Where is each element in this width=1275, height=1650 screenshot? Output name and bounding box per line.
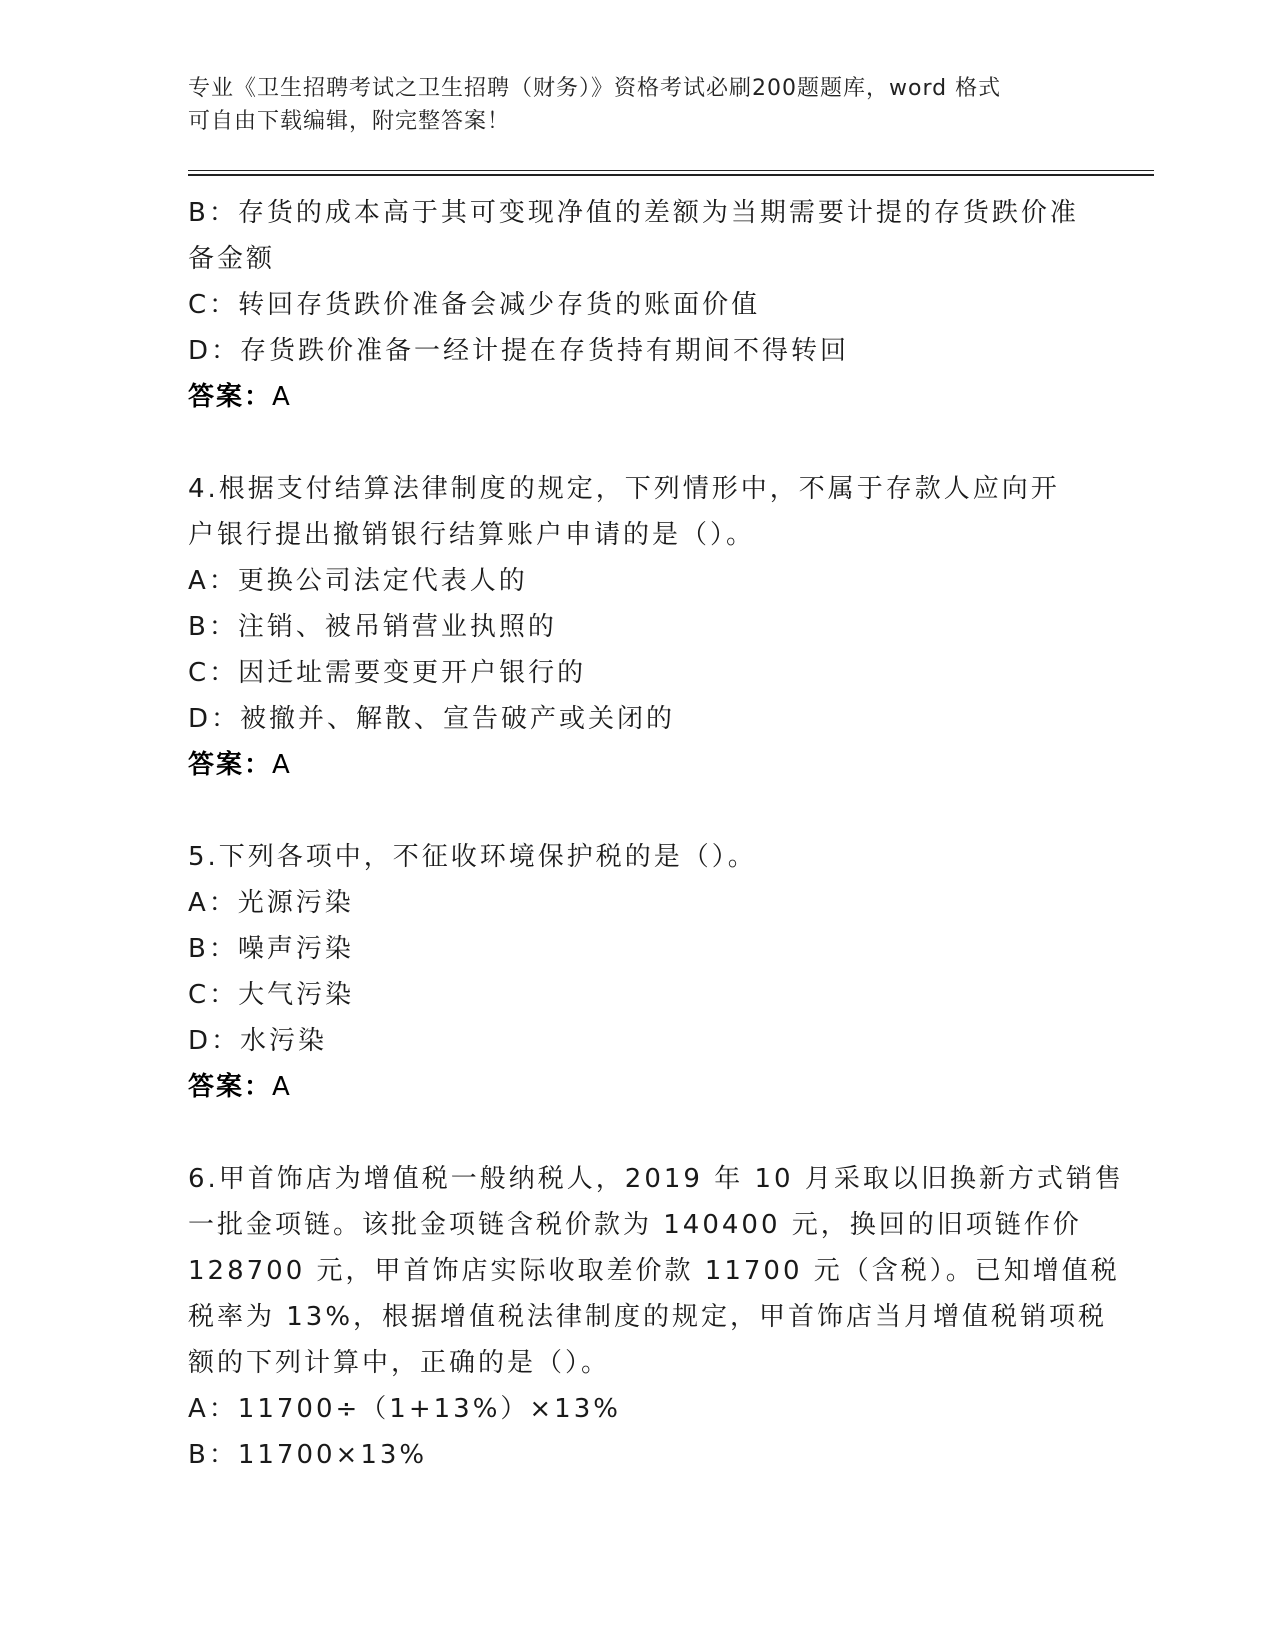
option-b: B：11700×13%	[188, 1440, 428, 1470]
question-5	[188, 834, 1088, 1110]
question-stem-line-1: 4.根据支付结算法律制度的规定，下列情形中，不属于存款人应向开	[188, 474, 1060, 504]
question-4	[188, 466, 1088, 788]
option-a: A：更换公司法定代表人的	[188, 566, 528, 596]
option-b-line-2: 备金额	[188, 244, 276, 274]
answer-label: 答案：	[188, 1072, 273, 1102]
question-stem: 5.下列各项中，不征收环境保护税的是（）。	[188, 842, 757, 872]
answer-line	[188, 1064, 1088, 1110]
question-3-tail	[188, 190, 1088, 420]
answer-value: A	[272, 750, 292, 780]
answer-line	[188, 742, 1088, 788]
question-6	[188, 1156, 1124, 1478]
answer-value: A	[272, 382, 292, 412]
option-a: A：光源污染	[188, 888, 354, 918]
option-c: C：因迁址需要变更开户银行的	[188, 658, 587, 688]
answer-line	[188, 374, 1088, 420]
question-stem-line-3: 128700 元，甲首饰店实际收取差价款 11700 元（含税）。已知增值税	[188, 1256, 1120, 1286]
document-header	[188, 72, 1088, 138]
question-stem-line-4: 税率为 13%，根据增值税法律制度的规定，甲首饰店当月增值税销项税	[188, 1302, 1108, 1332]
header-title-line-1: 专业《卫生招聘考试之卫生招聘（财务）》资格考试必刷200题题库，word 格式	[188, 76, 1002, 101]
option-d: D：被撤并、解散、宣告破产或关闭的	[188, 704, 676, 734]
option-b: B：注销、被吊销营业执照的	[188, 612, 557, 642]
option-c: C：转回存货跌价准备会减少存货的账面价值	[188, 290, 761, 320]
option-b-line-1: B：存货的成本高于其可变现净值的差额为当期需要计提的存货跌价准	[188, 198, 1079, 228]
option-d: D：水污染	[188, 1026, 328, 1056]
question-stem-line-5: 额的下列计算中，正确的是（）。	[188, 1348, 611, 1378]
option-b: B：噪声污染	[188, 934, 354, 964]
option-c: C：大气污染	[188, 980, 355, 1010]
header-divider-thick	[188, 174, 1154, 176]
option-a: A：11700÷（1+13%）×13%	[188, 1394, 621, 1424]
option-d: D：存货跌价准备一经计提在存货持有期间不得转回	[188, 336, 850, 366]
question-stem-line-1: 6.甲首饰店为增值税一般纳税人，2019 年 10 月采取以旧换新方式销售	[188, 1164, 1124, 1194]
document-body	[188, 190, 1124, 1478]
header-title-line-2: 可自由下载编辑，附完整答案！	[188, 109, 511, 134]
answer-value: A	[272, 1072, 292, 1102]
question-stem-line-2: 户银行提出撤销银行结算账户申请的是（）。	[188, 520, 756, 550]
question-stem-line-2: 一批金项链。该批金项链含税价款为 140400 元，换回的旧项链作价	[188, 1210, 1082, 1240]
answer-label: 答案：	[188, 750, 273, 780]
answer-label: 答案：	[188, 382, 273, 412]
header-divider-thin	[188, 170, 1154, 171]
